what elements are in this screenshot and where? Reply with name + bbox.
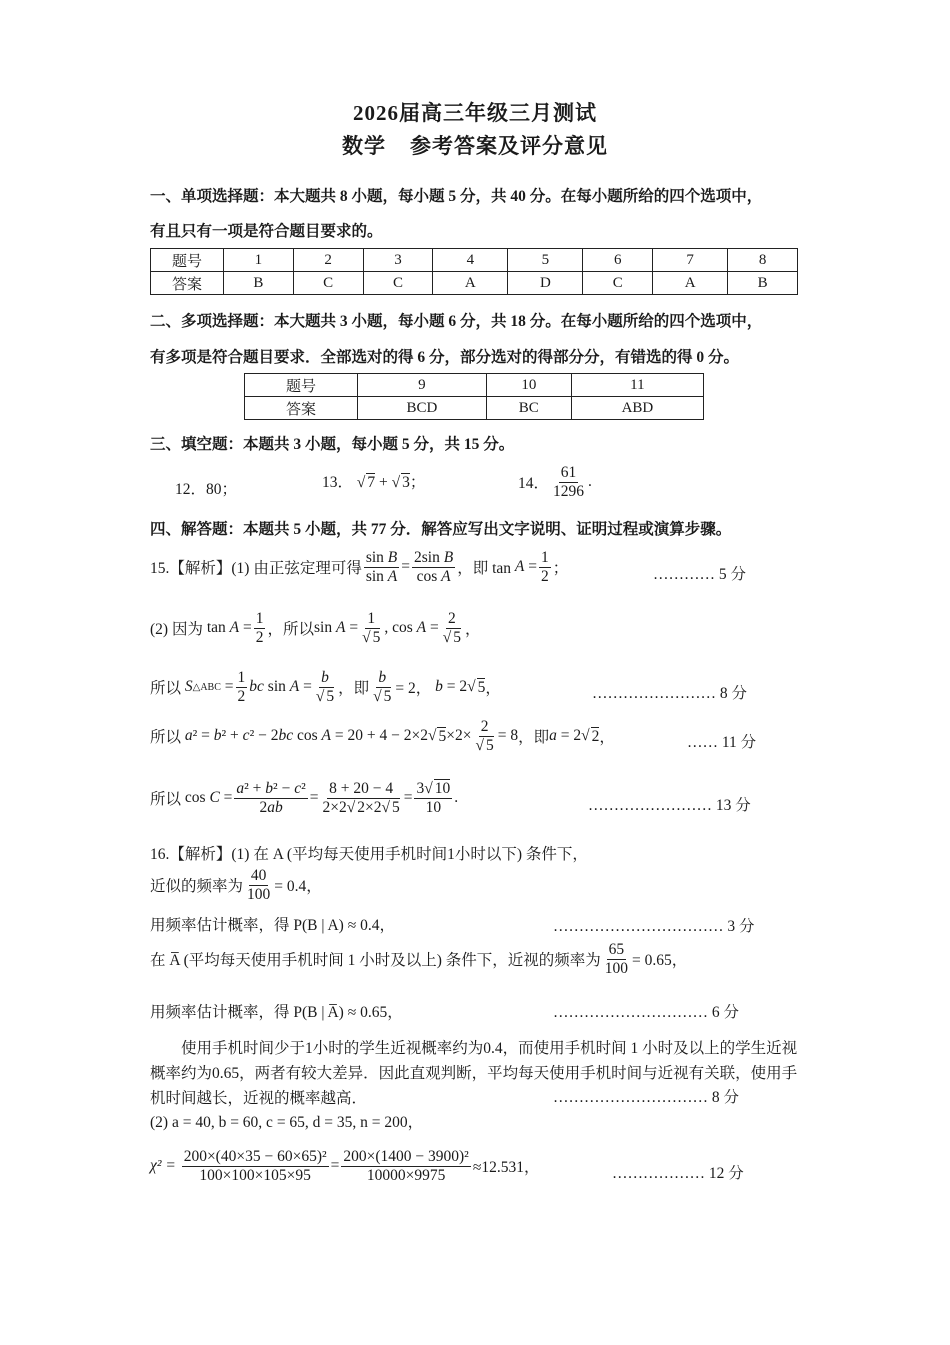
table-cell: 6 — [583, 249, 653, 272]
q16-score-2: ………………………… 6 分 — [553, 1004, 740, 1021]
section1-heading-line1: 一、单项选择题：本大题共 8 小题，每小题 5 分，共 40 分。在每小题所给的四个选项中， — [150, 188, 763, 205]
table-row — [151, 272, 798, 295]
section2-heading-line1: 二、多项选择题：本大题共 3 小题，每小题 6 分，共 18 分。在每小题所给的四个选项中， — [150, 313, 763, 330]
table-cell: ABD — [571, 397, 703, 420]
table-row — [245, 374, 704, 397]
subtitle-label: 参考答案及评分意见 — [410, 134, 608, 158]
section1-answer-table — [150, 248, 798, 295]
table-cell: 8 — [728, 249, 798, 272]
q15-score-4: …………………… 13 分 — [588, 797, 751, 814]
q16-line7: (2) a = 40, b = 60, c = 65, d = 35, n = 200， — [150, 1114, 424, 1131]
q15-line3: 所以 S △ABC = $\frac{1}{2}$ bc sin A = $\frac{b}{√ 5}$ ，即 $\frac{b}{√ 5}$ = 2， b = 2√ 5 ， — [150, 669, 501, 705]
q16-score-1: …………………………… 3 分 — [553, 918, 755, 935]
table-cell: A — [653, 272, 728, 295]
table-cell: 11 — [571, 374, 703, 397]
page-title: 2026届高三年级三月测试 — [353, 101, 597, 125]
answer-14: 14． $\frac{61}{1296}$ . — [518, 464, 592, 500]
table-cell: C — [293, 272, 363, 295]
table-header-cell: 答案 — [151, 272, 224, 295]
q16-line5: 用频率估计概率，得 P(B | A̅) ≈ 0.65， — [150, 1004, 403, 1021]
q15-line5: 所以 cos C = $\frac{\text{a² + b² − c²}}{2ab}$ = $\frac{8 + 20 - 4}{2\times 2√ 2\times 2√ 5}$ = $\frac{3√ 10}{10}$ . — [150, 780, 459, 816]
table-header-cell: 题号 — [151, 249, 224, 272]
section3-heading: 三、填空题：本题共 3 小题，每小题 5 分，共 15 分。 — [150, 436, 515, 453]
q16-chi-square: χ² = $\frac{\text{200×(40×35 − 60×65)²}}{100\times 100\times 105\times 95}$ = $\frac{\text{200×(1400 − 3900)²}}{10000\times 9975}$ ≈12.531， — [150, 1148, 540, 1184]
table-cell: 7 — [653, 249, 728, 272]
table-cell: 10 — [486, 374, 571, 397]
q16-score-3: ………………………… 8 分 — [553, 1089, 740, 1106]
table-cell: 4 — [433, 249, 508, 272]
table-cell: A — [433, 272, 508, 295]
table-cell: 5 — [508, 249, 583, 272]
q15-line1: 15.【解析】(1) 由正弦定理可得 $\frac{\text{sin B}}{\text{sin A}}$ = $\frac{\text{2sin B}}{\text{cos A}}$ ，即 tan A = $\frac{1}{2}$ ； — [150, 549, 569, 585]
table-cell: BCD — [358, 397, 487, 420]
section4-heading: 四、解答题：本题共 5 小题，共 77 分．解答应写出文字说明、证明过程或演算步骤。 — [150, 521, 732, 538]
subject-label: 数学 — [342, 134, 386, 158]
q16-line1: 16.【解析】(1) 在 A (平均每天使用手机时间1小时以下) 条件下， — [150, 846, 588, 863]
table-cell: 9 — [358, 374, 487, 397]
table-header-cell: 题号 — [245, 374, 358, 397]
section2-answer-table — [244, 373, 704, 420]
q16-line3: 用频率估计概率，得 P(B | A) ≈ 0.4， — [150, 917, 395, 934]
table-cell: 2 — [293, 249, 363, 272]
q16-line2: 近似的频率为 $\frac{40}{100}$ = 0.4， — [150, 867, 322, 903]
section2-heading-line2: 有多项是符合题目要求．全部选对的得 6 分，部分选对的得部分分，有错选的得 0 分。 — [150, 349, 740, 366]
table-cell: B — [728, 272, 798, 295]
table-cell: B — [224, 272, 294, 295]
q16-paragraph: 使用手机时间少于1小时的学生近视概率约为0.4，而使用手机时间 1 小时及以上的学生近视概率约为0.65，两者有较大差异．因此直观判断，平均每天使用手机时间与近视有关联，使用手机时间越长，近视的概率越高． — [150, 1040, 798, 1107]
answer-12: 12．80； — [175, 481, 238, 498]
q16-line4: 在 A̅ (平均每天使用手机时间 1 小时及以上) 条件下，近视的频率为 $\frac{65}{100}$ = 0.65， — [150, 941, 688, 977]
table-header-cell: 答案 — [245, 397, 358, 420]
table-cell: C — [363, 272, 433, 295]
page-subtitle — [0, 130, 950, 160]
q15-score-1: ………… 5 分 — [653, 566, 747, 583]
table-cell: 3 — [363, 249, 433, 272]
section1-heading-line2: 有且只有一项是符合题目要求的。 — [150, 223, 383, 240]
q15-score-2: …………………… 8 分 — [592, 685, 748, 702]
table-row — [151, 249, 798, 272]
answer-13: 13． √ 7 + √ 3； — [322, 474, 426, 491]
q16-score-4: ……………… 12 分 — [612, 1165, 744, 1182]
table-cell: BC — [486, 397, 571, 420]
table-cell: D — [508, 272, 583, 295]
fraction: $\frac{61}{1296}$ — [553, 464, 585, 500]
table-cell: C — [583, 272, 653, 295]
table-row — [245, 397, 704, 420]
q15-score-3: …… 11 分 — [687, 734, 757, 751]
table-cell: 1 — [224, 249, 294, 272]
q15-line2: (2) 因为 tan A = $\frac{1}{2}$ ，所以 sin A = $\frac{1}{√ 5}$ , cos A = $\frac{2}{√ 5}$ ， — [150, 610, 481, 646]
q15-line4: 所以 a ² = b ² + c ² − 2 bc cos A = 20 + 4 − 2×2√ 5 ×2× $\frac{2}{√ 5}$ = 8 ，即 a = 2√ 2 ， — [150, 718, 615, 754]
